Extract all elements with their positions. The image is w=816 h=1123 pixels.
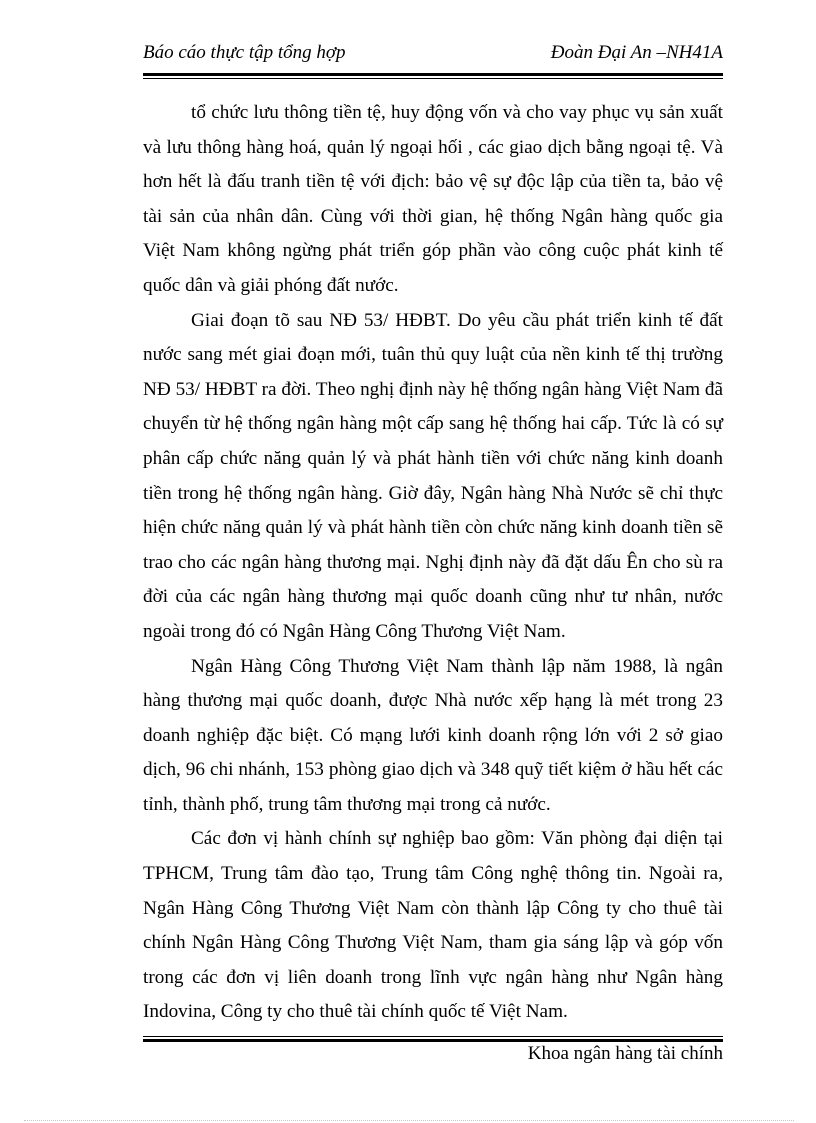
footer-divider-thin xyxy=(143,1036,723,1037)
paragraph-1: tổ chức lưu thông tiền tệ, huy động vốn và cho vay phục vụ sản xuất và lưu thông hàng hoá, quản lý ngoại hối , các giao dịch bằng ngoại tệ. Và hơn hết là đấu tranh tiền tệ với địch: bảo vệ sự độc lập của tiền ta, bảo vệ tài sản của nhân dân. Cùng với thời gian, hệ thống Ngân hàng quốc gia Việt Nam không ngừng phát triển góp phần vào công cuộc phát kinh tế quốc dân và giải phóng đất nước. xyxy=(143,102,723,296)
paragraph-4: Các đơn vị hành chính sự nghiệp bao gồm: Văn phòng đại diện tại TPHCM, Trung tâm đào tạo, Trung tâm Công nghệ thông tin. Ngoài ra, Ngân Hàng Công Thương Việt Nam còn thành lập Công ty cho thuê tài chính Ngân Hàng Công Thương Việt Nam, tham gia sáng lập và góp vốn trong các đơn vị liên doanh trong lĩnh vực ngân hàng như Ngân hàng Indovina, Công ty cho thuê tài chính quốc tế Việt Nam. xyxy=(143,828,723,1023)
paragraph-2: Giai đoạn tõ sau NĐ 53/ HĐBT. Do yêu cầu phát triển kinh tế đất nước sang mét giai đoạn mới, tuân thủ quy luật của nền kinh tế thị trường NĐ 53/ HĐBT ra đời. Theo nghị định này hệ thống ngân hàng Việt Nam đã chuyển từ hệ thống ngân hàng một cấp sang hệ thống hai cấp. Tức là có sự phân cấp chức năng quản lý và phát hành tiền với chức năng kinh doanh tiền trong hệ thống ngân hàng. Giờ đây, Ngân hàng Nhà Nước sẽ chỉ thực hiện chức năng quản lý và phát hành tiền còn chức năng kinh doanh tiền sẽ trao cho các ngân hàng thương mại. Nghị định này đã đặt dấu Ên cho sù ra đời của các ngân hàng thương mại quốc doanh cũng như tư nhân, nước ngoài trong đó có Ngân Hàng Công Thương Việt Nam. xyxy=(143,309,723,642)
header-divider-thin xyxy=(143,78,723,79)
report-title: Báo cáo thực tập tổng hợp xyxy=(143,42,346,63)
paragraph-3: Ngân Hàng Công Thương Việt Nam thành lập năm 1988, là ngân hàng thương mại quốc doanh, được Nhà nước xếp hạng là mét trong 23 doanh nghiệp đặc biệt. Có mạng lưới kinh doanh rộng lớn với 2 sở giao dịch, 96 chi nhánh, 153 phòng giao dịch và 348 quỹ tiết kiệm ở hầu hết các tỉnh, thành phố, trung tâm thương mại trong cả nước. xyxy=(143,655,723,815)
department-name: Khoa ngân hàng tài chính xyxy=(527,1043,723,1064)
author-name: Đoàn Đại An –NH41A xyxy=(550,42,723,63)
page-header xyxy=(143,40,723,70)
document-body xyxy=(143,96,723,1030)
page-edge xyxy=(24,1120,794,1121)
footer-divider-thick xyxy=(143,1039,723,1042)
header-divider-thick xyxy=(143,73,723,76)
